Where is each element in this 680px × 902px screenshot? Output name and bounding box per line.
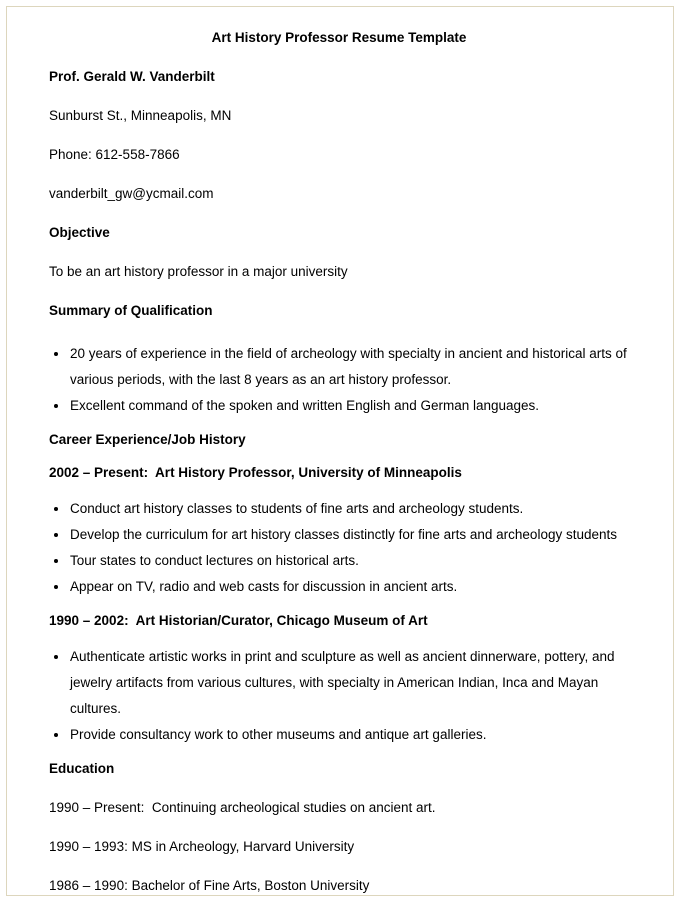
education-item: 1990 – 1993: MS in Archeology, Harvard University — [49, 839, 355, 854]
bullet-item: • 20 years of experience in the field of archeology with specialty in ancient and historical arts of various periods, with the last 8 years as an art history professor. — [69, 341, 629, 393]
job-title: 2002 – Present: Art History Professor, University of Minneapolis — [49, 465, 462, 480]
section-heading-summary: Summary of Qualification — [49, 303, 213, 318]
bullet-item: • Provide consultancy work to other museums and antique art galleries. — [69, 722, 629, 748]
education-item: 1990 – Present: Continuing archeological studies on ancient art. — [49, 800, 436, 815]
bullet-item: • Excellent command of the spoken and written English and German languages. — [69, 393, 629, 419]
bullet-item: • Appear on TV, radio and web casts for discussion in ancient arts. — [69, 574, 629, 600]
contact-email: vanderbilt_gw@ycmail.com — [49, 186, 214, 201]
summary-bullet-list — [49, 341, 629, 419]
contact-address: Sunburst St., Minneapolis, MN — [49, 108, 232, 123]
document-title: Art History Professor Resume Template — [211, 30, 467, 45]
document-page — [6, 6, 674, 896]
section-heading-education: Education — [49, 761, 115, 776]
job-title: 1990 – 2002: Art Historian/Curator, Chicago Museum of Art — [49, 613, 428, 628]
job-bullet-list — [49, 496, 629, 600]
objective-text: To be an art history professor in a major university — [49, 264, 348, 279]
bullet-item: • Authenticate artistic works in print and sculpture as well as ancient dinnerware, pottery, and jewelry artifacts from various cultures, with specialty in American Indian, Inca and Mayan cultures. — [69, 644, 629, 722]
job-bullet-list — [49, 644, 629, 748]
education-item: 1986 – 1990: Bachelor of Fine Arts, Boston University — [49, 878, 370, 893]
contact-name: Prof. Gerald W. Vanderbilt — [49, 69, 215, 84]
bullet-item: • Tour states to conduct lectures on historical arts. — [69, 548, 629, 574]
section-heading-career: Career Experience/Job History — [49, 432, 246, 447]
contact-phone: Phone: 612-558-7866 — [49, 147, 180, 162]
section-heading-objective: Objective — [49, 225, 110, 240]
bullet-item: • Develop the curriculum for art history classes distinctly for fine arts and archeology students — [69, 522, 629, 548]
bullet-item: • Conduct art history classes to students of fine arts and archeology students. — [69, 496, 629, 522]
